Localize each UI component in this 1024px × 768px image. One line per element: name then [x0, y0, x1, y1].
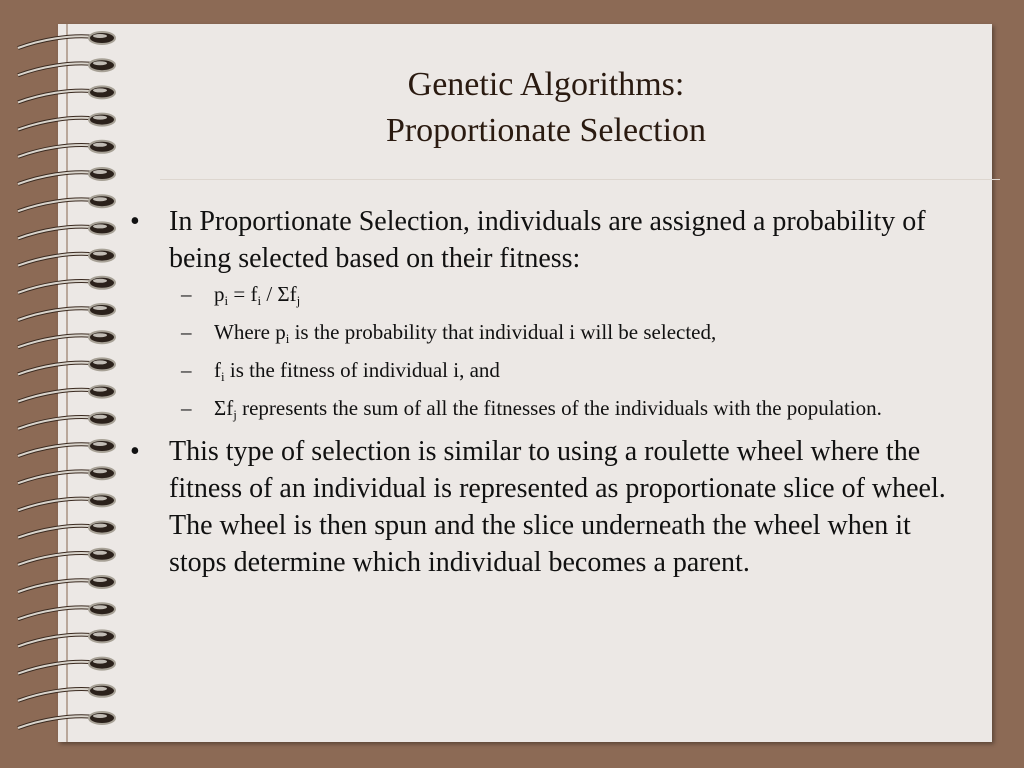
- spiral-coil: [18, 712, 115, 728]
- formula-j-sub: j: [296, 293, 301, 308]
- bullet-proportionate-selection: [128, 203, 948, 421]
- spiral-coil: [18, 685, 115, 701]
- formula-f-sub: i: [257, 293, 262, 308]
- dash-icon: –: [181, 282, 192, 306]
- formula-p: p: [214, 282, 225, 306]
- dash-icon: –: [181, 396, 192, 420]
- title-divider: [160, 179, 1000, 180]
- title-line-2: Proportionate Selection: [385, 112, 707, 149]
- spiral-coil: [18, 522, 115, 538]
- spiral-coil: [18, 603, 115, 619]
- spiral-coil: [18, 358, 115, 374]
- bullet-roulette-wheel: [128, 433, 948, 581]
- spiral-coil: [18, 32, 115, 48]
- sub-subscript: i: [221, 369, 225, 384]
- formula-div: / Σf: [261, 282, 297, 306]
- spiral-coil: [18, 331, 115, 347]
- bullet-icon: •: [130, 436, 140, 467]
- spiral-coil: [18, 576, 115, 592]
- sub-pre: f: [214, 358, 221, 382]
- spiral-coil: [18, 386, 115, 402]
- spiral-coil: [18, 549, 115, 565]
- sub-list: [169, 281, 948, 421]
- spiral-coil: [18, 413, 115, 429]
- spiral-coil: [18, 440, 115, 456]
- sub-pre: Σf: [214, 396, 234, 420]
- sub-subscript: i: [285, 331, 290, 346]
- sub-post: is the probability that individual i will be selected,: [289, 320, 717, 344]
- slide-body: [128, 203, 948, 581]
- spiral-coil: [18, 658, 115, 674]
- sub-item-fitness: [169, 357, 948, 383]
- sub-subscript: j: [233, 407, 237, 422]
- title-line-1: Genetic Algorithms:: [407, 66, 685, 103]
- bullet-text: In Proportionate Selection, individuals are assigned a probability of being selected based on their fitness:: [169, 206, 926, 274]
- spiral-coil: [18, 304, 115, 320]
- spiral-coil: [18, 467, 115, 483]
- slide-title: [58, 62, 1024, 154]
- sub-item-sum: [169, 395, 948, 421]
- formula-eq: = f: [228, 282, 258, 306]
- spiral-coil: [18, 195, 115, 211]
- bullet-icon: •: [130, 206, 140, 237]
- formula-p-sub: i: [224, 293, 229, 308]
- sub-post: represents the sum of all the fitnesses of the individuals with the population.: [236, 396, 882, 420]
- spiral-coil: [18, 630, 115, 646]
- spiral-coil: [18, 494, 115, 510]
- sub-pre: Where p: [214, 320, 286, 344]
- bullet-text: This type of selection is similar to using a roulette wheel where the fitness of an individual is represented as proportionate slice of wheel. The wheel is then spun and the slice underneath the wheel when it stops determine which individual becomes a parent.: [169, 436, 946, 578]
- spiral-coil: [18, 168, 115, 184]
- spiral-coil: [18, 250, 115, 266]
- dash-icon: –: [181, 358, 192, 382]
- spiral-coil: [18, 277, 115, 293]
- spiral-coil: [18, 222, 115, 238]
- sub-item-formula: [169, 281, 948, 307]
- sub-item-where: [169, 319, 948, 345]
- dash-icon: –: [181, 320, 192, 344]
- sub-post: is the fitness of individual i, and: [224, 358, 500, 382]
